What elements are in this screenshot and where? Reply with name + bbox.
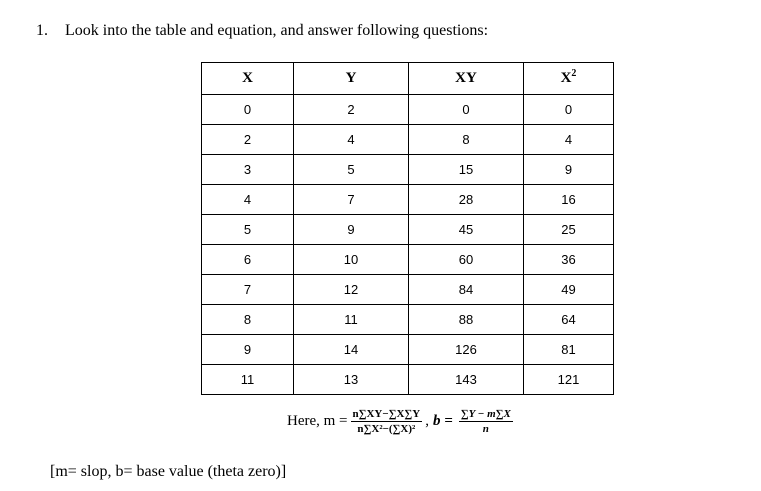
cell-xy: 8	[409, 125, 524, 155]
header-x-squared	[524, 63, 614, 95]
m-denominator: n∑X²−(∑X)²	[357, 423, 416, 435]
cell-x-squared: 49	[524, 275, 614, 305]
cell-x: 6	[202, 245, 294, 275]
cell-xy: 0	[409, 95, 524, 125]
cell-x: 5	[202, 215, 294, 245]
table-row	[202, 185, 614, 215]
cell-xy: 28	[409, 185, 524, 215]
cell-y: 13	[294, 365, 409, 395]
cell-x-squared: 81	[524, 335, 614, 365]
cell-x-squared: 36	[524, 245, 614, 275]
header-x: X	[202, 63, 294, 95]
question-number: 1.	[36, 22, 48, 39]
cell-x-squared: 25	[524, 215, 614, 245]
cell-y: 4	[294, 125, 409, 155]
cell-x: 11	[202, 365, 294, 395]
m-numerator: n∑XY−∑X∑Y	[352, 408, 421, 420]
table-row	[202, 335, 614, 365]
cell-x-squared: 16	[524, 185, 614, 215]
cell-y: 12	[294, 275, 409, 305]
cell-xy: 84	[409, 275, 524, 305]
cell-x: 9	[202, 335, 294, 365]
slope-formula	[287, 408, 516, 435]
cell-x-squared: 4	[524, 125, 614, 155]
header-y: Y	[294, 63, 409, 95]
b-denominator: n	[482, 423, 489, 435]
table-header-row	[202, 63, 614, 95]
cell-x: 7	[202, 275, 294, 305]
question-heading	[36, 22, 488, 40]
header-x-squared-base: X	[560, 70, 572, 86]
cell-y: 9	[294, 215, 409, 245]
table-row	[202, 95, 614, 125]
cell-y: 7	[294, 185, 409, 215]
cell-x: 4	[202, 185, 294, 215]
m-fraction	[351, 408, 423, 435]
cell-x: 3	[202, 155, 294, 185]
table-row	[202, 245, 614, 275]
table-row	[202, 125, 614, 155]
cell-x-squared: 0	[524, 95, 614, 125]
b-label: b =	[432, 413, 453, 429]
formula-separator: ,	[425, 413, 429, 429]
b-fraction	[459, 408, 513, 435]
table-row	[202, 365, 614, 395]
cell-xy: 45	[409, 215, 524, 245]
cell-y: 11	[294, 305, 409, 335]
cell-y: 2	[294, 95, 409, 125]
cell-x-squared: 64	[524, 305, 614, 335]
table-row	[202, 155, 614, 185]
cell-xy: 60	[409, 245, 524, 275]
cell-x-squared: 9	[524, 155, 614, 185]
formula-prefix: Here, m =	[287, 413, 348, 429]
cell-y: 5	[294, 155, 409, 185]
header-xy: XY	[409, 63, 524, 95]
cell-x: 2	[202, 125, 294, 155]
cell-x-squared: 121	[524, 365, 614, 395]
cell-xy: 143	[409, 365, 524, 395]
header-x-squared-exponent: 2	[571, 68, 577, 79]
table-row	[202, 215, 614, 245]
cell-y: 10	[294, 245, 409, 275]
cell-x: 8	[202, 305, 294, 335]
cell-y: 14	[294, 335, 409, 365]
b-numerator: ∑Y − m∑X	[460, 408, 511, 420]
cell-xy: 15	[409, 155, 524, 185]
cell-x: 0	[202, 95, 294, 125]
cell-xy: 126	[409, 335, 524, 365]
footnote: [m= slop, b= base value (theta zero)]	[50, 463, 287, 480]
table-row	[202, 275, 614, 305]
table-row	[202, 305, 614, 335]
question-text: Look into the table and equation, and answer following questions:	[65, 22, 489, 39]
data-table	[201, 62, 614, 395]
cell-xy: 88	[409, 305, 524, 335]
